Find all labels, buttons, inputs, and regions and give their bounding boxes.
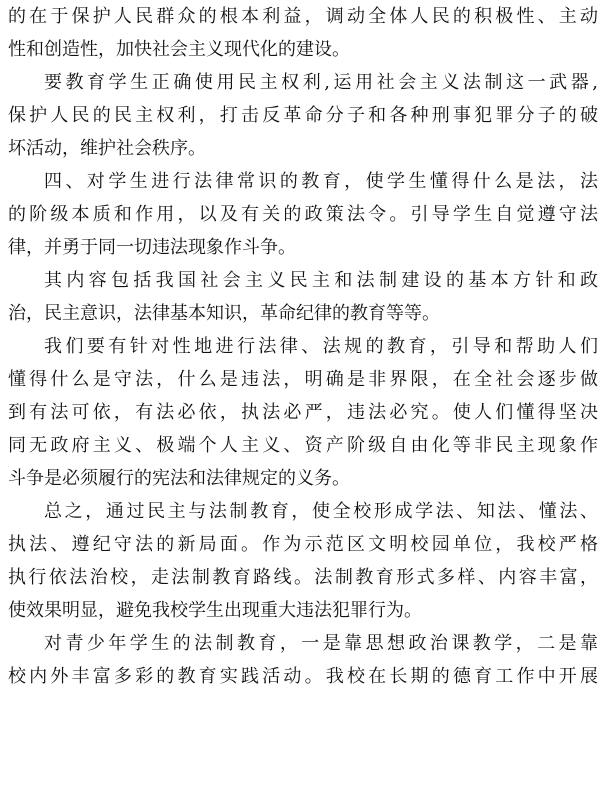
text-line: 校内外丰富多彩的教育实践活动。我校在长期的德育工作中开展 xyxy=(8,666,598,687)
text-line: 四、对学生进行法律常识的教育，使学生懂得什么是法，法 xyxy=(44,171,598,192)
text-line: 其内容包括我国社会主义民主和法制建设的基本方针和政 xyxy=(44,270,598,291)
text-line: 斗争是必须履行的宪法和法律规定的义务。 xyxy=(8,468,350,489)
text-line: 懂得什么是守法，什么是违法，明确是非界限，在全社会逐步做 xyxy=(8,369,598,390)
text-line: 治，民主意识，法律基本知识，革命纪律的教育等等。 xyxy=(8,303,440,324)
text-line: 性和创造性，加快社会主义现代化的建设。 xyxy=(8,39,350,60)
text-line: 的阶级本质和作用，以及有关的政策法令。引导学生自觉遵守法 xyxy=(8,204,598,225)
text-line: 同无政府主义、极端个人主义、资产阶级自由化等非民主现象作 xyxy=(8,435,598,456)
text-line: 到有法可依，有法必依，执法必严，违法必究。使人们懂得坚决 xyxy=(8,402,598,423)
text-line: 执行依法治校，走法制教育路线。法制教育形式多样、内容丰富， xyxy=(8,567,598,588)
paragraph xyxy=(8,330,598,495)
text-line: 的在于保护人民群众的根本利益，调动全体人民的积极性、主动 xyxy=(8,6,598,27)
paragraph xyxy=(8,264,598,330)
text-line: 总之，通过民主与法制教育，使全校形成学法、知法、懂法、 xyxy=(44,501,598,522)
text-line: 使效果明显，避免我校学生出现重大违法犯罪行为。 xyxy=(8,600,422,621)
text-line: 执法、遵纪守法的新局面。作为示范区文明校园单位，我校严格 xyxy=(8,534,598,555)
paragraph xyxy=(8,0,598,66)
paragraph xyxy=(8,627,598,693)
text-line: 保护人民的民主权利，打击反革命分子和各种刑事犯罪分子的破 xyxy=(8,105,598,126)
paragraph xyxy=(8,66,598,165)
text-line: 律，并勇于同一切违法现象作斗争。 xyxy=(8,237,296,258)
text-line: 对青少年学生的法制教育，一是靠思想政治课教学，二是靠 xyxy=(44,633,598,654)
text-line: 坏活动，维护社会秩序。 xyxy=(8,138,206,159)
text-line: 我们要有针对性地进行法律、法规的教育，引导和帮助人们 xyxy=(44,336,598,357)
paragraph xyxy=(8,165,598,264)
text-line: 要教育学生正确使用民主权利,运用社会主义法制这一武器, xyxy=(44,72,598,93)
document-page xyxy=(8,0,598,693)
paragraph xyxy=(8,495,598,627)
